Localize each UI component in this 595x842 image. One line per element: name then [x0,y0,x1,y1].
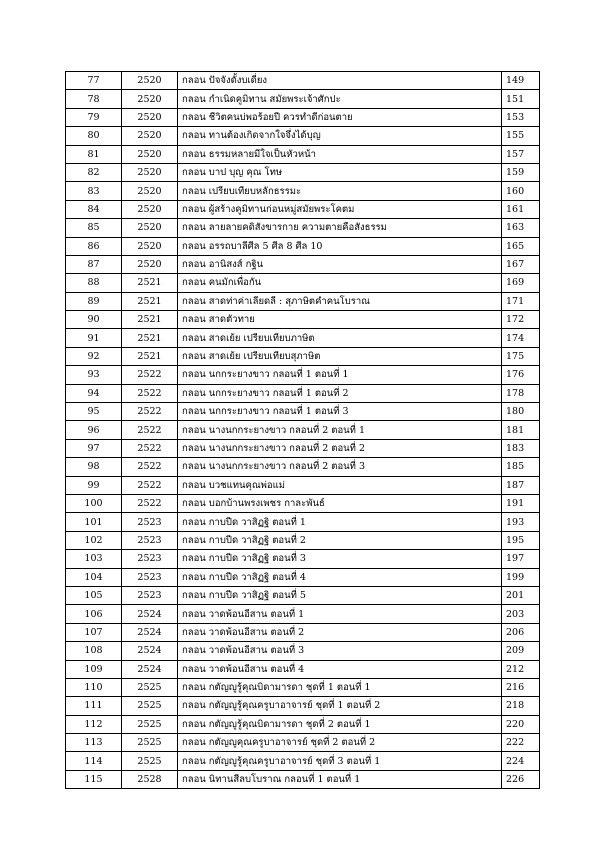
table-row [66,347,540,365]
entry-title: กลอน ลายลายคดิสังขารกาย ความตายคือสังธรรม [178,219,502,237]
entry-page: 167 [502,255,540,273]
table-row [66,108,540,126]
entry-page: 176 [502,366,540,384]
entry-number: 96 [66,421,122,439]
entry-year: 2520 [122,237,178,255]
entry-number: 109 [66,660,122,678]
table-row [66,127,540,145]
table-row [66,274,540,292]
table-row [66,145,540,163]
table-row [66,697,540,715]
entry-title: กลอน สาดเย้ย เปรียบเทียบสุภาษิต [178,347,502,365]
table-row [66,458,540,476]
entry-page: 187 [502,476,540,494]
entry-title: กลอน สาดตัวทาย [178,311,502,329]
entry-page: 193 [502,513,540,531]
table-row [66,494,540,512]
table-row [66,513,540,531]
table-row [66,219,540,237]
entry-title: กลอน วาดพ้อนอีสาน ตอนที่ 4 [178,660,502,678]
table-row [66,237,540,255]
entry-number: 105 [66,586,122,604]
entry-number: 82 [66,163,122,181]
entry-year: 2520 [122,72,178,90]
entry-year: 2522 [122,366,178,384]
entry-title: กลอน ปัจจังดั้งบเดี่ยง [178,72,502,90]
entry-title: กลอน อรรถบาลีศีล 5 ศีล 8 ศีล 10 [178,237,502,255]
entry-year: 2523 [122,586,178,604]
entry-number: 101 [66,513,122,531]
table-row [66,476,540,494]
entry-page: 180 [502,403,540,421]
table-row [66,421,540,439]
entry-number: 115 [66,770,122,788]
entry-page: 201 [502,586,540,604]
entry-year: 2528 [122,770,178,788]
entry-page: 175 [502,347,540,365]
table-row [66,182,540,200]
entry-page: 169 [502,274,540,292]
entry-title: กลอน กตัญญูรู้คุณครูบาอาจารย์ ชุดที่ 3 ตอนที่ 1 [178,752,502,770]
entry-title: กลอน สาดท่าค่าเลียดลี : สุภาษิตคำคนโบราณ [178,292,502,310]
entry-title: กลอน กาบปีด วาสิฏฐิ ตอนที่ 3 [178,550,502,568]
entry-title: กลอน บอกบ้านพรงเพชร กาละพันธ์ [178,494,502,512]
entry-year: 2525 [122,678,178,696]
entry-title: กลอน วาดพ้อนอีสาน ตอนที่ 3 [178,642,502,660]
entry-title: กลอน นกกระยางขาว กลอนที่ 1 ตอนที่ 2 [178,384,502,402]
contents-table [65,71,540,789]
entry-year: 2521 [122,311,178,329]
table-row [66,752,540,770]
entry-year: 2520 [122,182,178,200]
entry-year: 2521 [122,292,178,310]
entry-number: 95 [66,403,122,421]
table-row [66,586,540,604]
entry-number: 86 [66,237,122,255]
entry-title: กลอน วาดพ้อนอีสาน ตอนที่ 2 [178,623,502,641]
entry-number: 85 [66,219,122,237]
entry-number: 87 [66,255,122,273]
entry-title: กลอน กตัญญูรู้คุณบิดามารดา ชุดที่ 2 ตอนที่ 1 [178,715,502,733]
entry-title: กลอน นางนกกระยางขาว กลอนที่ 2 ตอนที่ 3 [178,458,502,476]
entry-title: กลอน สาดเย้ย เปรียบเทียบภาษิต [178,329,502,347]
entry-number: 84 [66,200,122,218]
table-row [66,623,540,641]
entry-page: 206 [502,623,540,641]
entry-page: 160 [502,182,540,200]
entry-title: กลอน ทานต้องเกิดจากใจจึ่งได้บุญ [178,127,502,145]
entry-number: 89 [66,292,122,310]
entry-title: กลอน ผู้สร้างคูมิทานก่อนหมู่สมัยพระโคตม [178,200,502,218]
entry-title: กลอน นางนกกระยางขาว กลอนที่ 2 ตอนที่ 2 [178,439,502,457]
entry-year: 2521 [122,329,178,347]
entry-year: 2523 [122,513,178,531]
entry-page: 172 [502,311,540,329]
entry-year: 2521 [122,274,178,292]
entry-number: 97 [66,439,122,457]
entry-page: 159 [502,163,540,181]
table-row [66,329,540,347]
table-row [66,734,540,752]
table-row [66,568,540,586]
entry-page: 171 [502,292,540,310]
entry-number: 113 [66,734,122,752]
table-row [66,90,540,108]
entry-title: กลอน กตัญญูรู้คุณครูบาอาจารย์ ชุดที่ 1 ตอนที่ 2 [178,697,502,715]
table-row [66,770,540,788]
entry-year: 2523 [122,531,178,549]
table-row [66,72,540,90]
entry-year: 2520 [122,145,178,163]
entry-number: 108 [66,642,122,660]
entry-page: 178 [502,384,540,402]
entry-number: 79 [66,108,122,126]
entry-title: กลอน กำเนิดคูมิทาน สมัยพระเจ้าศักปะ [178,90,502,108]
entry-number: 91 [66,329,122,347]
table-row [66,200,540,218]
entry-number: 83 [66,182,122,200]
table-row [66,605,540,623]
entry-number: 103 [66,550,122,568]
table-row [66,292,540,310]
entry-page: 199 [502,568,540,586]
entry-page: 209 [502,642,540,660]
entry-page: 224 [502,752,540,770]
entry-title: กลอน บวชแทนคุณพ่อแม่ [178,476,502,494]
entry-title: กลอน นางนกกระยางขาว กลอนที่ 2 ตอนที่ 1 [178,421,502,439]
entry-title: กลอน นิทานสีลบโบราณ กลอนที่ 1 ตอนที่ 1 [178,770,502,788]
entry-year: 2522 [122,421,178,439]
entry-year: 2522 [122,494,178,512]
entry-page: 218 [502,697,540,715]
entry-year: 2524 [122,660,178,678]
entry-number: 111 [66,697,122,715]
entry-page: 161 [502,200,540,218]
entry-number: 78 [66,90,122,108]
table-row [66,715,540,733]
entry-number: 100 [66,494,122,512]
entry-page: 183 [502,439,540,457]
entry-number: 80 [66,127,122,145]
entry-year: 2525 [122,752,178,770]
entry-number: 90 [66,311,122,329]
entry-year: 2524 [122,642,178,660]
entry-title: กลอน กาบปีด วาสิฏฐิ ตอนที่ 4 [178,568,502,586]
entry-title: กลอน กาบปีด วาสิฏฐิ ตอนที่ 2 [178,531,502,549]
entry-page: 222 [502,734,540,752]
entry-page: 216 [502,678,540,696]
entry-year: 2525 [122,715,178,733]
entry-title: กลอน นกกระยางขาว กลอนที่ 1 ตอนที่ 3 [178,403,502,421]
entry-page: 181 [502,421,540,439]
entry-page: 195 [502,531,540,549]
entry-number: 107 [66,623,122,641]
table-row [66,642,540,660]
entry-year: 2520 [122,200,178,218]
entry-year: 2520 [122,90,178,108]
table-row [66,660,540,678]
entry-page: 191 [502,494,540,512]
entry-title: กลอน เปรียบเทียบหลักธรรมะ [178,182,502,200]
entry-number: 110 [66,678,122,696]
entry-page: 203 [502,605,540,623]
entry-title: กลอน กาบปีด วาสิฏฐิ ตอนที่ 1 [178,513,502,531]
entry-page: 163 [502,219,540,237]
table-row [66,550,540,568]
entry-page: 226 [502,770,540,788]
entry-number: 94 [66,384,122,402]
entry-number: 77 [66,72,122,90]
entry-page: 149 [502,72,540,90]
entry-number: 93 [66,366,122,384]
entry-year: 2524 [122,623,178,641]
entry-number: 92 [66,347,122,365]
entry-number: 104 [66,568,122,586]
entry-title: กลอน ชีวิตคนบ่พอร้อยปี ควรทำดีก่อนตาย [178,108,502,126]
entry-year: 2522 [122,439,178,457]
entry-number: 81 [66,145,122,163]
entry-page: 155 [502,127,540,145]
entry-number: 88 [66,274,122,292]
entry-year: 2520 [122,108,178,126]
table-row [66,439,540,457]
entry-page: 197 [502,550,540,568]
table-row [66,531,540,549]
table-row [66,678,540,696]
entry-year: 2520 [122,255,178,273]
entry-page: 174 [502,329,540,347]
entry-year: 2522 [122,458,178,476]
entry-number: 99 [66,476,122,494]
table-row [66,311,540,329]
entry-year: 2520 [122,163,178,181]
entry-title: กลอน คนมักเพื่อกัน [178,274,502,292]
entry-title: กลอน ธรรมหลายมีใจเป็นหัวหน้า [178,145,502,163]
entry-number: 114 [66,752,122,770]
table-row [66,384,540,402]
entry-page: 212 [502,660,540,678]
contents-table-body [66,72,540,789]
entry-year: 2521 [122,347,178,365]
entry-year: 2520 [122,127,178,145]
entry-page: 157 [502,145,540,163]
entry-page: 220 [502,715,540,733]
table-row [66,403,540,421]
table-row [66,163,540,181]
entry-title: กลอน บาป บุญ คุณ โทษ [178,163,502,181]
entry-year: 2522 [122,476,178,494]
table-row [66,366,540,384]
entry-year: 2522 [122,384,178,402]
entry-number: 98 [66,458,122,476]
entry-number: 106 [66,605,122,623]
entry-page: 165 [502,237,540,255]
entry-year: 2523 [122,568,178,586]
entry-year: 2522 [122,403,178,421]
entry-page: 185 [502,458,540,476]
entry-year: 2520 [122,219,178,237]
entry-page: 151 [502,90,540,108]
entry-title: กลอน อานิสงส์ กฐิน [178,255,502,273]
entry-year: 2523 [122,550,178,568]
entry-title: กลอน นกกระยางขาว กลอนที่ 1 ตอนที่ 1 [178,366,502,384]
entry-title: กลอน กาบปีด วาสิฏฐิ ตอนที่ 5 [178,586,502,604]
entry-number: 112 [66,715,122,733]
entry-title: กลอน วาดพ้อนอีสาน ตอนที่ 1 [178,605,502,623]
table-row [66,255,540,273]
entry-number: 102 [66,531,122,549]
entry-title: กลอน กตัญญูรู้คุณบิดามารดา ชุดที่ 1 ตอนที่ 1 [178,678,502,696]
entry-year: 2524 [122,605,178,623]
entry-page: 153 [502,108,540,126]
entry-year: 2525 [122,734,178,752]
entry-title: กลอน กตัญญูคุณครูบาอาจารย์ ชุดที่ 2 ตอนที่ 2 [178,734,502,752]
entry-year: 2525 [122,697,178,715]
